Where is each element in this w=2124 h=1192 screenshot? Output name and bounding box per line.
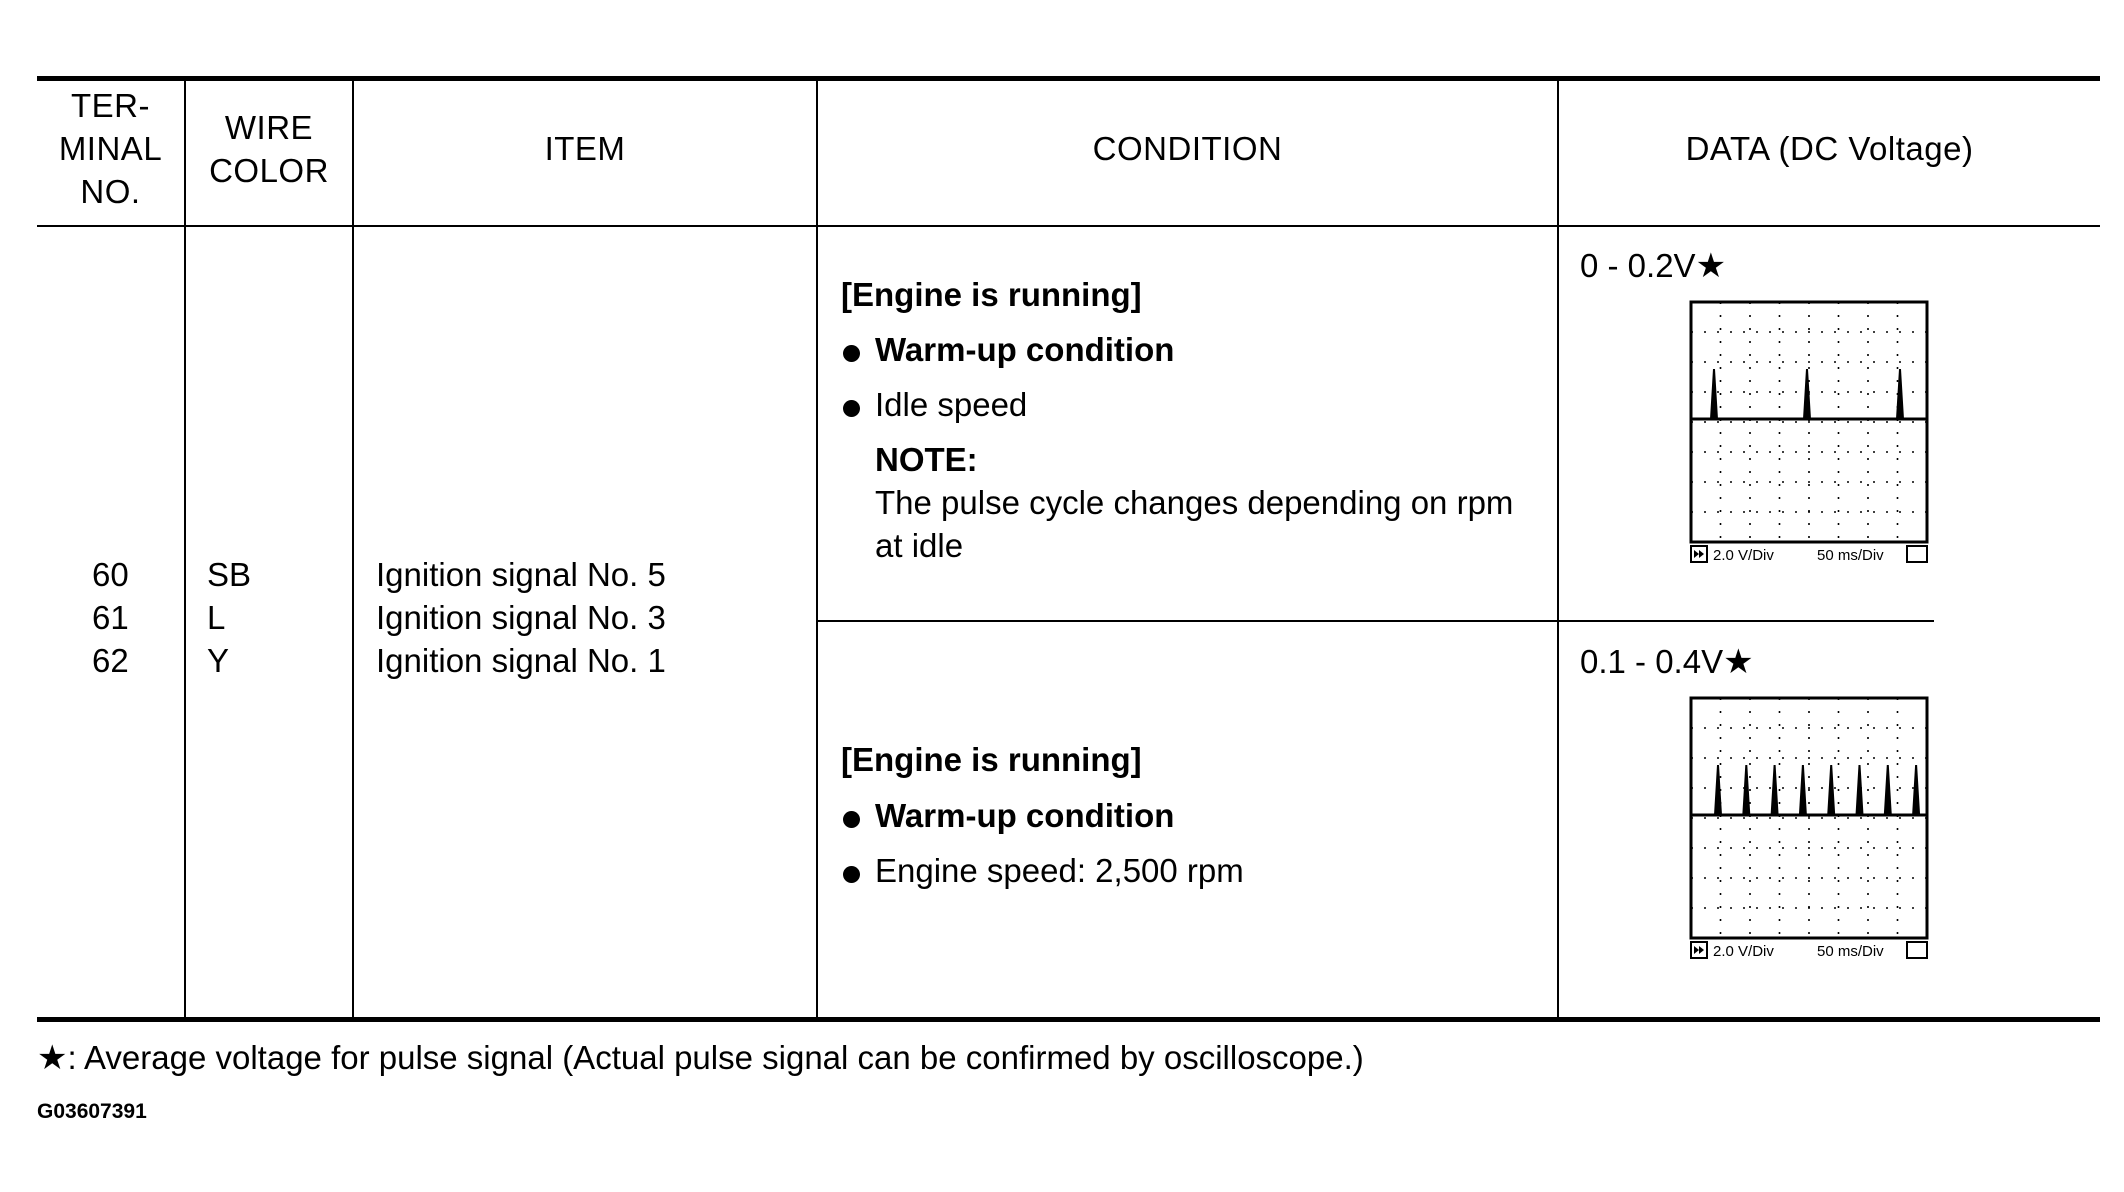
item-name: Ignition signal No. 5 [376,556,666,593]
item-list [376,553,666,682]
data-value [1580,642,1754,682]
scope-volts-per-div: 2.0 V/Div [1713,943,1774,960]
header-divider [37,225,2100,227]
header-condition: CONDITION [1092,130,1283,167]
col-divider-1 [184,80,186,1018]
item-name: Ignition signal No. 1 [376,642,666,679]
header-terminal-no: TER- MINAL NO. [58,87,163,210]
footnote [37,1038,1364,1078]
bullet-icon [843,400,860,417]
col-divider-4 [1557,80,1559,1018]
condition-title: [Engine is running] [841,276,1142,313]
wire-color: L [207,599,226,636]
star-icon: ★ [1695,247,1727,285]
scope-time-per-div: 50 ms/Div [1817,943,1884,960]
bullet-icon [843,866,860,883]
table-top-rule [37,76,2100,81]
row-divider [817,620,1934,622]
bullet-icon [843,811,860,828]
terminal-no: 60 [92,556,129,593]
terminal-no: 61 [92,599,129,636]
scope-box-icon [1907,546,1927,562]
wire-color: SB [207,556,252,593]
voltage-range: 0.1 - 0.4V [1580,643,1724,680]
header-data: DATA (DC Voltage) [1685,130,1974,167]
col-divider-2 [352,80,354,1018]
wire-color: Y [207,642,230,679]
condition-bullet: Engine speed: 2,500 rpm [875,852,1244,889]
figure-id: G03607391 [37,1100,147,1123]
bullet-icon [843,345,860,362]
table-bottom-rule [37,1017,2100,1022]
oscilloscope-display [1688,299,1930,566]
condition-bullet: Idle speed [875,386,1028,423]
voltage-range: 0 - 0.2V [1580,247,1696,284]
note-label: NOTE: [875,441,978,478]
condition-title: [Engine is running] [841,741,1142,778]
star-icon: ★ [1723,643,1754,681]
star-icon: ★ [37,1039,68,1077]
note-text: at idle [875,527,964,564]
condition-bullet: Warm-up condition [875,797,1175,834]
item-name: Ignition signal No. 3 [376,599,666,636]
scope-box-icon [1907,942,1927,958]
terminal-numbers [92,553,129,682]
header-item: ITEM [544,130,626,167]
scope-volts-per-div: 2.0 V/Div [1713,547,1774,564]
wire-colors [207,553,251,682]
terminal-no: 62 [92,642,129,679]
footnote-text: : Average voltage for pulse signal (Actual pulse signal can be confirmed by oscilloscope.) [67,1039,1364,1076]
col-divider-3 [816,80,818,1018]
scope-time-per-div: 50 ms/Div [1817,547,1884,564]
condition-bullet: Warm-up condition [875,331,1175,368]
data-value [1580,246,1726,286]
header-wire-color: WIRE COLOR [209,109,329,189]
oscilloscope-display [1688,695,1930,962]
note-text: The pulse cycle changes depending on rpm [875,484,1514,521]
